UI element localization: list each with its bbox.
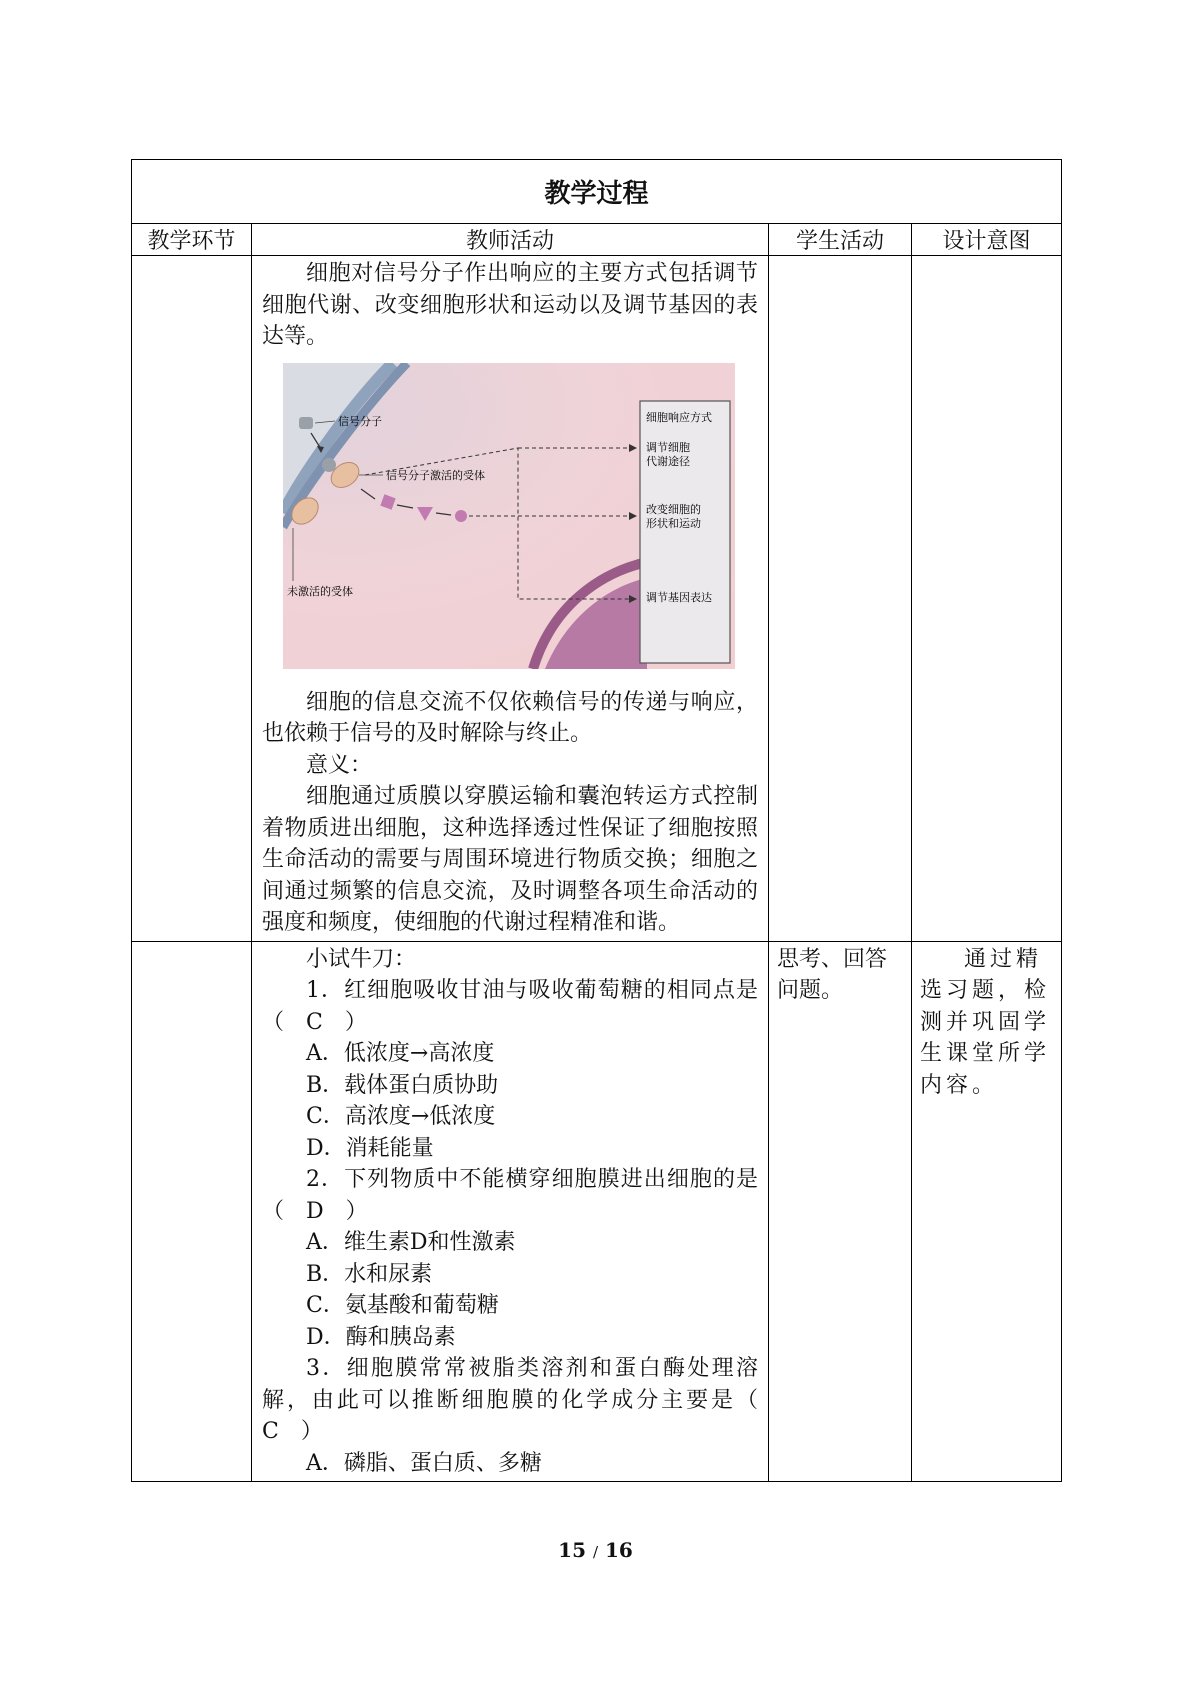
design-intent-cell: 通过精选习题，检测并巩固学生课堂所学内容。 [912,941,1062,1482]
question-2: 2．下列物质中不能横穿细胞膜进出细胞的是（ D ） [262,1167,758,1224]
header-design: 设计意图 [912,224,1062,256]
paragraph: 意义： [306,752,373,778]
page-number [0,1538,1191,1562]
page-separator: / [592,1543,599,1561]
teacher-activity-cell [252,941,781,1482]
header-student: 学生活动 [769,224,912,256]
signal-label: 信号分子 [338,414,382,428]
activated-receptor-label: 信号分子激活的受体 [386,468,485,482]
total-pages: 16 [605,1538,633,1562]
response-item-2b: 形状和运动 [646,516,701,530]
paragraph: 细胞通过质膜以穿膜运输和囊泡转运方式控制着物质进出细胞，这种选择透过性保证了细胞按照生命活动的需要与周围环境进行物质交换；细胞之间通过频繁的信息交流，及时调整各项生命活动的强度和频度，使细胞的代谢过程精准和谐。 [262,784,758,935]
table-title: 教学过程 [132,160,1062,224]
option: A．维生素D和性激素 [306,1230,516,1255]
design-intent-cell [912,256,1062,942]
option: C．氨基酸和葡萄糖 [306,1293,499,1318]
header-section: 教学环节 [132,224,252,256]
option: B．水和尿素 [306,1261,433,1287]
current-page: 15 [558,1538,586,1562]
section-cell [132,256,252,942]
option: D．酶和胰岛素 [306,1324,456,1350]
option: C．高浓度→低浓度 [306,1104,496,1129]
header-teacher: 教师活动 [252,224,769,256]
paragraph: 细胞的信息交流不仅依赖信号的传递与响应，也依赖于信号的及时解除与终止。 [262,689,758,746]
response-item-1b: 代谢途径 [646,454,690,468]
teacher-activity-cell [252,256,769,942]
table-row [132,941,1062,1482]
second-messenger-3 [455,510,467,522]
inactive-receptor-label: 未激活的受体 [287,584,353,598]
student-activity-cell: 思考、回答问题。 [769,941,912,1482]
response-item-2a: 改变细胞的 [646,502,701,516]
option: A．低浓度→高浓度 [306,1041,495,1066]
bound-signal [322,458,336,472]
option: D．消耗能量 [306,1135,434,1161]
exercise-intro: 小试牛刀： [306,946,417,972]
section-cell [132,941,252,1482]
student-activity-cell [769,256,912,942]
paragraph: 细胞对信号分子作出响应的主要方式包括调节细胞代谢、改变细胞形状和运动以及调节基因的表达等。 [262,261,758,349]
response-item-1a: 调节细胞 [646,440,690,454]
question-3: 3．细胞膜常常被脂类溶剂和蛋白酶处理溶解，由此可以推断细胞膜的化学成分主要是（ C ） [262,1356,781,1444]
signal-molecule [299,417,313,429]
teaching-process-table [131,159,1062,1482]
option: A．磷脂、蛋白质、多糖 [306,1450,542,1476]
response-box-title: 细胞响应方式 [646,410,712,424]
response-item-3: 调节基因表达 [646,590,712,604]
cell-signaling-figure [283,363,735,669]
question-1: 1．红细胞吸收甘油与吸收葡萄糖的相同点是（ C ） [262,978,758,1035]
option: B．载体蛋白质协助 [306,1072,499,1098]
table-row [132,256,1062,942]
